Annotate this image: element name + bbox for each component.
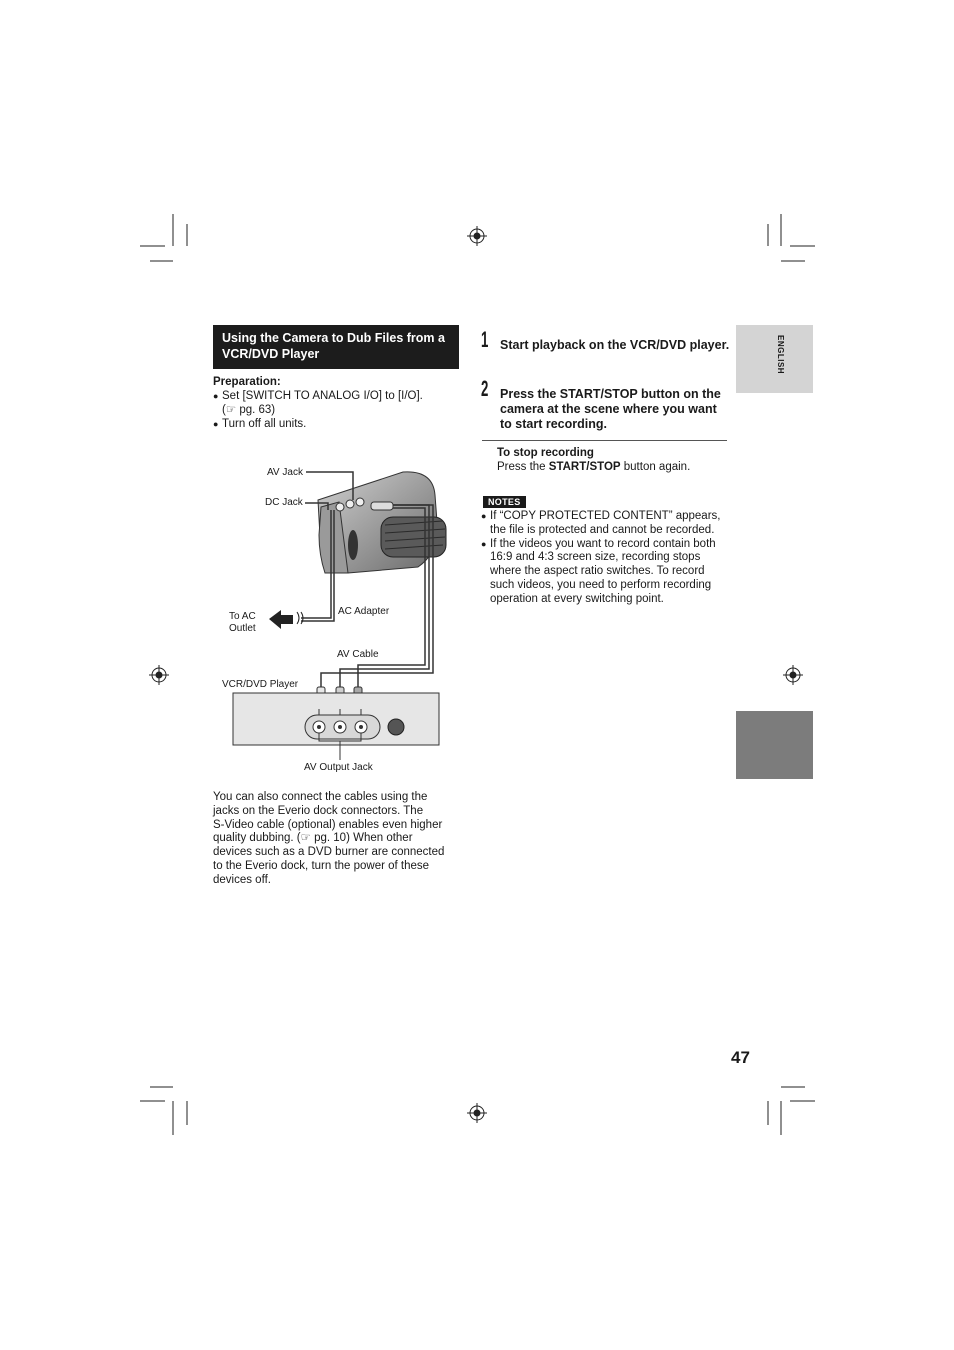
- section-tab: [736, 711, 813, 779]
- body-line: devices off.: [213, 873, 271, 886]
- language-tab: [736, 325, 813, 393]
- body-paragraph: [213, 791, 463, 888]
- bullet-icon: ●: [213, 391, 219, 401]
- preparation-title: Preparation:: [213, 376, 281, 388]
- step-text: Press the START/STOP button on the camera at the scene where you want to start recording.: [500, 387, 721, 431]
- stop-recording-title: To stop recording: [497, 447, 594, 459]
- label-av-cable: AV Cable: [337, 649, 379, 660]
- notes-list: [481, 510, 729, 607]
- note-item: [481, 510, 729, 538]
- preparation-item-text: Turn off all units.: [222, 418, 307, 430]
- stop-recording-text: [497, 460, 727, 474]
- step-number: 2: [481, 376, 489, 401]
- body-line: to the Everio dock, turn the power of these: [213, 859, 430, 872]
- page-number: 47: [731, 1048, 750, 1067]
- preparation-item: [213, 389, 463, 417]
- body-line: S-Video cable (optional) enables even higher: [213, 818, 443, 831]
- label-dc-jack: DC Jack: [265, 497, 303, 508]
- body-line: devices such as a DVD burner are connected: [213, 846, 445, 859]
- vcr-dvd-player-illustration: [233, 693, 439, 760]
- label-vcr-dvd-player: VCR/DVD Player: [222, 679, 299, 690]
- bullet-icon: ●: [481, 511, 487, 521]
- camcorder-illustration: [318, 472, 446, 573]
- step-number: 1: [481, 327, 489, 352]
- stop-text-bold: START/STOP: [548, 461, 621, 473]
- step-text: Start playback on the VCR/DVD player.: [500, 338, 730, 352]
- label-to-ac-outlet-2: Outlet: [229, 623, 256, 634]
- registration-mark-right: [783, 665, 803, 685]
- bullet-icon: ●: [481, 538, 487, 549]
- language-tab-label: ENGLISH: [776, 335, 785, 375]
- registration-mark-left: [149, 665, 169, 685]
- note-text: If the videos you want to record contain both 16:9 and 4:3 screen size, recording stops where the aspect ratio switches. To record such videos, you need to perform recording operation at every switching point.: [490, 537, 716, 605]
- preparation-item: [213, 417, 463, 431]
- stop-text-after: button again.: [620, 461, 691, 473]
- ac-outlet-arrow-icon: [269, 610, 303, 629]
- step-2: [481, 376, 731, 431]
- preparation: [213, 375, 463, 431]
- body-line: You can also connect the cables using the: [213, 791, 428, 803]
- body-line: quality dubbing. (☞ pg. 10) When other: [213, 832, 413, 845]
- section-header: Using the Camera to Dub Files from a VCR/DVD Player: [213, 325, 459, 369]
- label-ac-adapter: AC Adapter: [338, 606, 390, 617]
- registration-mark-top: [467, 226, 487, 246]
- stop-recording-box: [497, 446, 727, 474]
- note-text: If “COPY PROTECTED CONTENT” appears, the file is protected and cannot be recorded.: [490, 510, 721, 536]
- note-item: [481, 538, 729, 607]
- label-av-output-jack: AV Output Jack: [304, 762, 373, 773]
- divider: [482, 440, 727, 441]
- bullet-icon: ●: [213, 419, 219, 429]
- stop-text-before: Press the: [497, 461, 549, 473]
- label-to-ac-outlet-1: To AC: [229, 611, 256, 622]
- label-av-jack: AV Jack: [267, 467, 303, 478]
- body-line: jacks on the Everio dock connectors. The: [213, 804, 424, 817]
- preparation-item-ref: (☞ pg. 63): [222, 404, 276, 416]
- notes-badge: NOTES: [483, 496, 526, 508]
- preparation-item-text: Set [SWITCH TO ANALOG I/O] to [I/O].: [222, 390, 423, 402]
- registration-mark-bottom: [467, 1103, 487, 1123]
- step-1: [481, 329, 731, 369]
- connection-diagram: [213, 455, 463, 785]
